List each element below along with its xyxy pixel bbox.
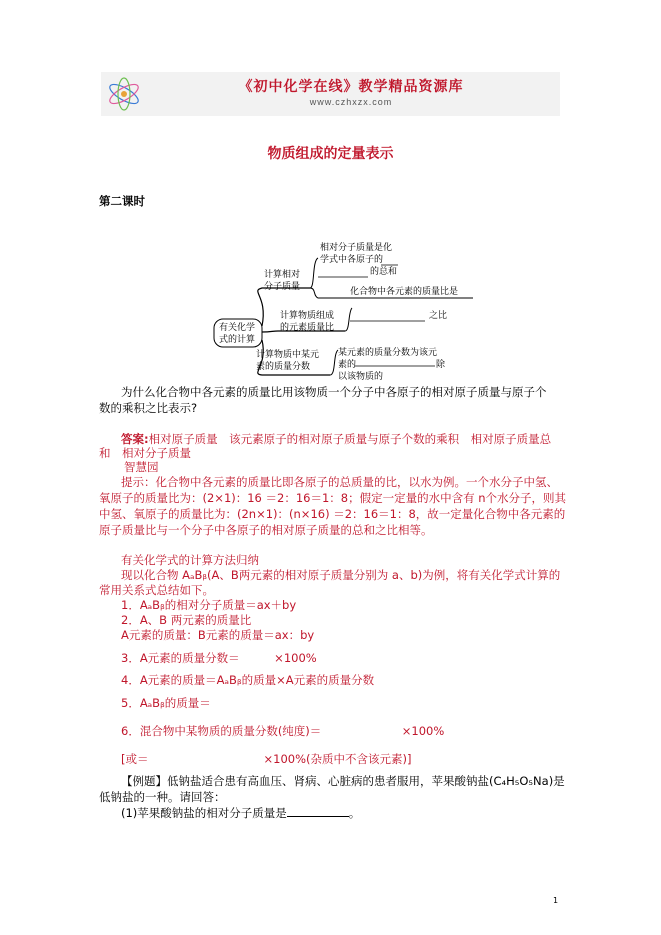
example-line-2: 低钠盐的一种。请回答：	[99, 790, 226, 804]
mindmap-branch-1: 计算相对 分子质量	[264, 270, 301, 292]
mindmap-branch-1-detail: 相对分子质量是化 学式中各原子的 的总和	[320, 243, 398, 277]
wisdom-label: 智慧园	[124, 460, 159, 474]
banner-title: 《初中化学在线》教学精品资源库	[238, 79, 464, 95]
method-2a: 2．A、B 两元素的质量比	[121, 613, 252, 627]
question-line-1: 为什么化合物中各元素的质量比用该物质一个分子中各原子的相对原子质量与原子个	[121, 385, 547, 399]
method-3: 3．A元素的质量分数＝ ×100%	[121, 651, 317, 665]
header-banner	[101, 72, 560, 116]
answer-line-2: 和 相对分子质量	[99, 446, 191, 460]
example-line-3: (1)苹果酸钠盐的相对分子质量是 。	[121, 806, 361, 820]
method-5: 5．AₐBᵦ的质量＝	[121, 696, 211, 710]
mindmap-branch-3-detail: 某元素的质量分数为该元 素的 除 以该物质的	[338, 348, 446, 382]
page-number: 1	[553, 896, 559, 905]
method-1: 1．AₐBᵦ的相对分子质量＝ax＋by	[121, 598, 297, 612]
methods-heading: 有关化学式的计算方法归纳	[121, 553, 259, 567]
mindmap-center: 有关化学 式的计算	[219, 323, 256, 345]
mindmap-branch-1-detail-2: 化合物中各元素的质量比是	[350, 287, 459, 297]
question-line-2: 数的乘积之比表示?	[99, 401, 198, 415]
method-7: [或＝ ×100%(杂质中不含该元素)]	[121, 752, 412, 766]
banner-url: www.czhxzx.com	[309, 97, 393, 107]
wisdom-line-3: 中氢、氧原子的质量比为：(2n×1)：(n×16) ＝2：16＝1：8，故一定量化合物中各元素的	[99, 507, 566, 521]
wisdom-line-1: 提示：化合物中各元素的质量比即各原子的总质量的比，以水为例。一个水分子中氢、	[121, 475, 558, 489]
method-2b: A元素的质量：B元素的质量＝ax：by	[121, 628, 315, 642]
answer-label: 答案:	[121, 432, 149, 446]
methods-intro-1: 现以化合物 AₐBᵦ(A、B两元素的相对原子质量分别为 a、b)为例，将有关化学式计算的	[121, 568, 561, 582]
section-heading: 第二课时	[99, 194, 145, 208]
atom-logo-icon	[105, 76, 143, 112]
wisdom-line-2: 氧原子的质量比为：(2×1)：16 ＝2：16＝1：8；假定一定量的水中含有 n个水分子，则其	[99, 491, 567, 505]
method-4: 4．A元素的质量＝AₐBᵦ的质量×A元素的质量分数	[121, 673, 375, 687]
method-6: 6．混合物中某物质的质量分数(纯度)＝ ×100%	[121, 724, 445, 738]
mindmap-branch-2: 计算物质组成 的元素质量比	[280, 311, 335, 333]
wisdom-line-4: 原子质量比与一个分子中各原子的相对原子质量的总和之比相等。	[99, 523, 433, 537]
mindmap-branch-3: 计算物质中某元 素的质量分数	[256, 350, 320, 372]
answer-blank[interactable]	[287, 805, 349, 817]
answer-line-1: 答案:相对原子质量 该元素原子的相对原子质量与原子个数的乘积 相对原子质量总	[121, 432, 552, 446]
example-line-1: 【例题】低钠盐适合患有高血压、肾病、心脏病的患者服用，苹果酸钠盐(C₄H₅O₅Na)是	[121, 774, 565, 788]
mindmap-branch-2-detail: 之比	[429, 311, 448, 321]
page-title: 物质组成的定量表示	[267, 146, 394, 162]
methods-intro-2: 常用关系式总结如下。	[99, 583, 214, 597]
